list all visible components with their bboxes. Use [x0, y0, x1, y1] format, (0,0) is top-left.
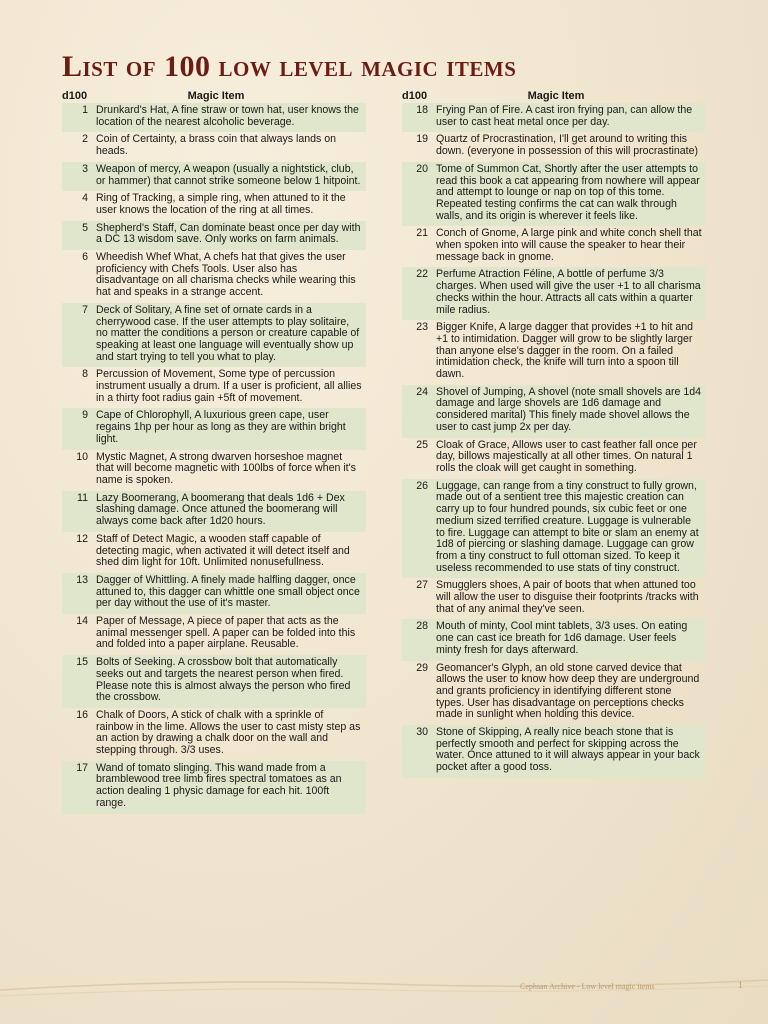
- table-row: [402, 385, 706, 438]
- row-number: 2: [82, 133, 88, 146]
- row-number: 9: [82, 409, 88, 422]
- row-description: Weapon of mercy, A weapon (usually a nightstick, club, or hammer) that cannot strike someone below 1 hitpoint.: [96, 162, 361, 187]
- page-number: 1: [738, 980, 743, 990]
- row-number: 14: [76, 615, 88, 628]
- table-row: [402, 103, 706, 132]
- row-description: Wand of tomato slinging. This wand made from a bramblewood tree limb fires spectral tomatoes as an action dealing 1 physic damage for each hit. 100ft range.: [96, 761, 342, 809]
- row-description: Perfume Atraction Féline, A bottle of perfume 3/3 charges. When used will give the user +1 to all charisma checks within the hour. Attracts all cats within a quarter mile radius.: [436, 268, 701, 316]
- table-body-left: [62, 103, 366, 814]
- row-number: 18: [416, 104, 428, 116]
- row-description: Deck of Solitary, A fine set of ornate cards in a cherrywood case. If the user attempts to play solitaire, no matter the conditions a person or creature capable of speaking at least one language will eventually show up and start trying to tell you what to play.: [96, 303, 360, 363]
- row-number: 10: [76, 450, 88, 463]
- table-row: [62, 655, 366, 708]
- table-row: [62, 573, 366, 614]
- row-number: 12: [76, 532, 88, 545]
- row-number: 23: [416, 321, 428, 334]
- footer-text: Cephsan Archive - Low level magic items: [520, 982, 655, 991]
- row-number: 27: [416, 579, 428, 592]
- table-row: [402, 320, 706, 385]
- row-description: Mouth of minty, Cool mint tablets, 3/3 uses. On eating one can cast ice breath for 1d6 damage. User feels minty fresh for days afterward.: [436, 620, 688, 656]
- table-row: [402, 661, 706, 726]
- row-number: 8: [82, 368, 88, 381]
- row-number: 19: [416, 133, 428, 146]
- row-description: Mystic Magnet, A strong dwarven horseshoe magnet that will become magnetic with 100lbs of force when it's name is spoken.: [96, 450, 356, 486]
- table-row: [402, 226, 706, 267]
- header-magic-item: Magic Item: [527, 90, 585, 102]
- table-row: [62, 132, 366, 161]
- row-number: 21: [416, 227, 428, 240]
- table-header: [402, 89, 706, 103]
- row-description: Tome of Summon Cat, Shortly after the user attempts to read this book a cat appearing from nowhere will appear and attempt to lounge or nap on top of this tome. Repeated testing confirms the cat can walk through walls, and its origin is wherever it feels like.: [436, 162, 700, 222]
- table-row: [402, 578, 706, 619]
- row-number: 6: [82, 251, 88, 264]
- row-number: 5: [82, 221, 88, 234]
- table-row: [402, 267, 706, 320]
- row-description: Paper of Message, A piece of paper that acts as the animal messenger spell. A paper can be folded into this and folded into a paper airplane. Reusable.: [96, 615, 356, 651]
- row-description: Geomancer's Glyph, an old stone carved device that allows the user to know how deep they are underground and grants proficiency in identifying different stone types. User has disadvantage on perceptions checks made in sunlight when holding this device.: [436, 661, 700, 721]
- row-number: 20: [416, 162, 428, 175]
- row-description: Quartz of Procrastination, I'll get around to writing this down. (everyone in possession of this will procrastinate): [436, 133, 699, 158]
- table-row: [62, 708, 366, 761]
- row-number: 3: [82, 162, 88, 175]
- table-row: [62, 532, 366, 573]
- table-row: [62, 162, 366, 191]
- row-number: 1: [82, 104, 88, 116]
- row-description: Drunkard's Hat, A fine straw or town hat, user knows the location of the nearest alcoholic beverage.: [96, 104, 359, 128]
- row-number: 22: [416, 268, 428, 281]
- row-description: Frying Pan of Fire. A cast iron frying pan, can allow the user to cast heat metal once per day.: [436, 104, 693, 128]
- row-number: 4: [82, 192, 88, 205]
- table-left-column: [62, 89, 366, 814]
- table-row: [62, 250, 366, 303]
- row-description: Wheedish Whef What, A chefs hat that gives the user proficiency with Chefs Tools. User also has disadvantage on all charisma checks while wearing this hat and speaks in a strange accent.: [96, 251, 356, 299]
- row-description: Smugglers shoes, A pair of boots that when attuned too will allow the user to disguise their footprints /tracks with that of any animal they've seen.: [436, 579, 699, 615]
- row-number: 24: [416, 385, 428, 398]
- row-number: 17: [76, 761, 88, 774]
- row-description: Conch of Gnome, A large pink and white conch shell that when spoken into will cause the speaker to hear their message back in gnome.: [436, 227, 702, 263]
- row-description: Shovel of Jumping, A shovel (note small shovels are 1d4 damage and large shovels are 1d6 damage and considered marital) This finely made shovel allows the user to cast jump 2x per day.: [436, 385, 701, 433]
- row-number: 11: [77, 491, 88, 504]
- table-row: [402, 132, 706, 161]
- row-description: Staff of Detect Magic, a wooden staff capable of detecting magic, when activated it will detect itself and shed dim light for 10ft. Unlimited nonusefullness.: [96, 532, 350, 569]
- row-description: Percussion of Movement, Some type of percussion instrument usually a drum. If a user is proficient, all allies in a thirty foot radius gain +5ft of movement.: [96, 368, 362, 404]
- header-d100: d100: [62, 90, 88, 102]
- table-row: [62, 191, 366, 220]
- table-row: [62, 367, 366, 408]
- table-row: [62, 303, 366, 368]
- table-row: [402, 438, 706, 479]
- page-border-ornament: [0, 960, 768, 1024]
- table-row: [62, 614, 366, 655]
- table-row: [62, 221, 366, 250]
- row-description: Cape of Chlorophyll, A luxurious green cape, user regains 1hp per hour as long as they are within bright light.: [96, 409, 346, 445]
- row-description: Dagger of Whittling. A finely made halfling dagger, once attuned to, this dagger can whittle one small object once per day without the use of it's master.: [96, 573, 360, 610]
- row-description: Lazy Boomerang, A boomerang that deals 1d6 + Dex slashing damage. Once attuned the boomerang will always come back after 1d20 hours.: [96, 491, 345, 528]
- table-row: [62, 103, 366, 132]
- page-title: List of 100 low level magic items: [62, 50, 517, 83]
- row-number: 16: [76, 708, 88, 721]
- row-description: Bigger Knife, A large dagger that provides +1 to hit and +1 to intimidation. Dagger will grow to be slightly larger than anyone else's dagger in the room. On a failed intimidation check, the knife will turn into a spoon till dawn.: [436, 321, 694, 381]
- table-body-right: [402, 103, 706, 778]
- table-row: [402, 619, 706, 660]
- row-description: Bolts of Seeking. A crossbow bolt that automatically seeks out and targets the nearest person when fired. Please note this is almost always the person who fired the crossbow.: [96, 656, 351, 704]
- table-row: [62, 761, 366, 814]
- header-magic-item: Magic Item: [187, 90, 245, 102]
- row-number: 26: [416, 479, 428, 492]
- row-number: 28: [416, 620, 428, 633]
- row-number: 13: [76, 573, 88, 586]
- row-description: Coin of Certainty, a brass coin that always lands on heads.: [96, 133, 337, 158]
- table-row: [62, 450, 366, 491]
- row-description: Stone of Skipping, A really nice beach stone that is perfectly smooth and perfect for skipping across the water. Once attuned to it will always appear in your back pocket after a good toss.: [436, 726, 700, 774]
- header-d100: d100: [402, 90, 428, 102]
- row-description: Cloak of Grace, Allows user to cast feather fall once per day, billows majestically at all other times. On natural 1 rolls the cloak will get caught in something.: [436, 438, 697, 474]
- row-number: 29: [416, 661, 428, 674]
- table-row: [402, 725, 706, 778]
- table-header: [62, 89, 366, 103]
- table-row: [402, 479, 706, 579]
- table-row: [402, 162, 706, 227]
- row-number: 30: [416, 726, 428, 739]
- row-number: 7: [82, 303, 88, 316]
- row-description: Chalk of Doors, A stick of chalk with a sprinkle of rainbow in the lime. Allows the user to cast misty step as an action by drawing a chalk door on the wall and stepping through. 3/3 uses.: [96, 708, 361, 757]
- row-description: Shepherd's Staff, Can dominate beast once per day with a DC 13 wisdom save. Only works on farm animals.: [96, 221, 361, 246]
- table-right-column: [402, 89, 706, 778]
- table-row: [62, 491, 366, 532]
- row-number: 25: [416, 438, 428, 451]
- row-description: Ring of Tracking, a simple ring, when attuned to it the user knows the location of the ring at all times.: [96, 192, 346, 216]
- table-row: [62, 408, 366, 449]
- row-number: 15: [76, 656, 88, 669]
- row-description: Luggage, can range from a tiny construct to fully grown, made out of a sentient tree this majestic creation can carry up to four hundred pounds, six cubic feet or one medium sized terrified creature. Luggage is vulnerable to fire. Luggage can attempt to bite or slam an enemy at 1d8 of piercing or slashing damage. Luggage can grow from a tiny construct to full ottoman sized. To keep it useless recommended to use stats of tiny construct.: [436, 479, 699, 574]
